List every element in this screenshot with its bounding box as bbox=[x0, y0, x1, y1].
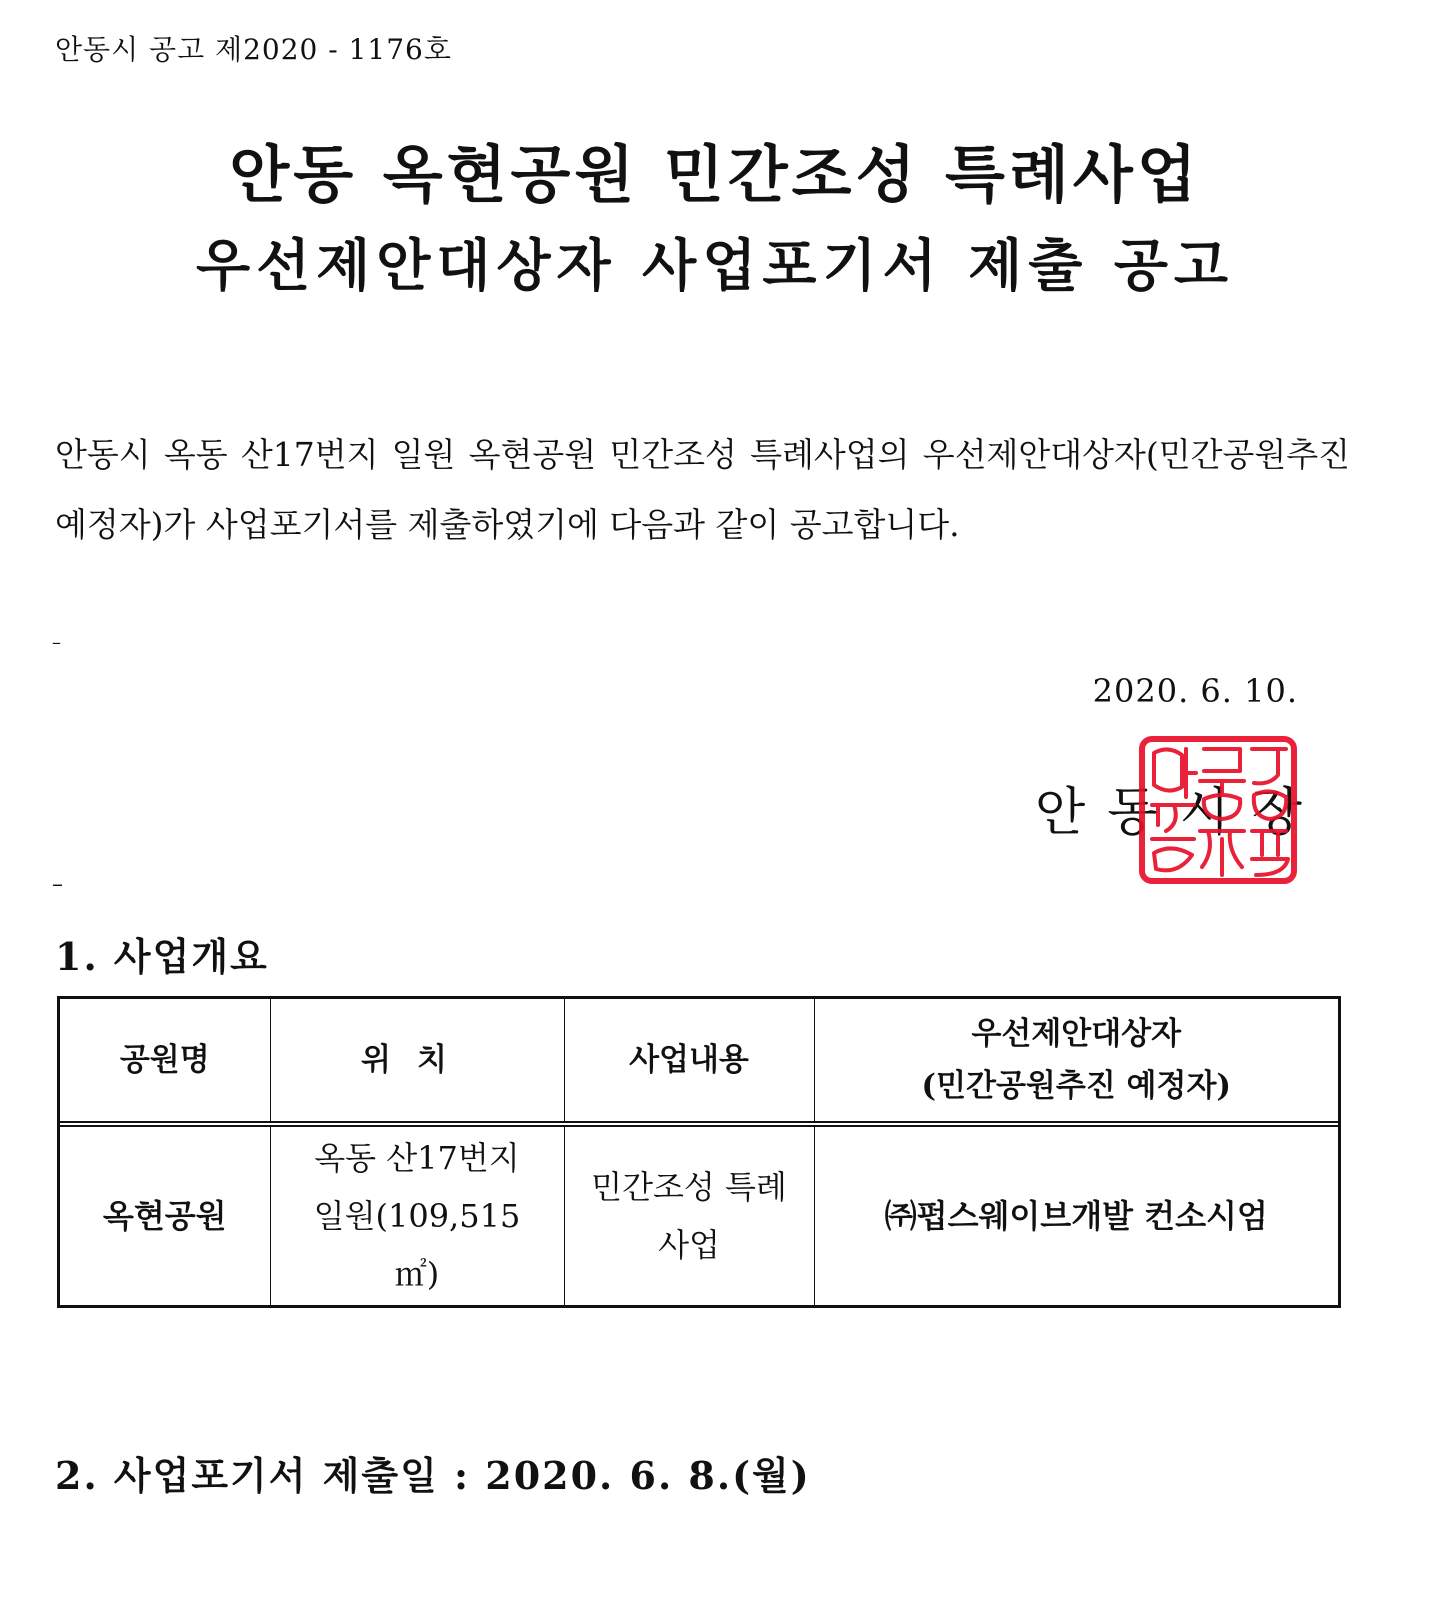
header-proposer bbox=[814, 999, 1338, 1124]
cell-business-line2: 사업 bbox=[658, 1226, 720, 1264]
header-proposer-line2: (민간공원추진 예정자) bbox=[921, 1068, 1232, 1104]
header-location: 위치 bbox=[270, 999, 564, 1124]
cell-location bbox=[270, 1124, 564, 1305]
overview-table bbox=[57, 996, 1341, 1308]
official-seal-icon bbox=[1138, 735, 1298, 885]
document-title-line1: 안동 옥현공원 민간조성 특례사업 bbox=[229, 138, 1201, 211]
cell-location-line1: 옥동 산17번지 bbox=[314, 1139, 520, 1177]
cell-location-line2: 일원(109,515 bbox=[313, 1197, 521, 1235]
announcement-body: 안동시 옥동 산17번지 일원 옥현공원 민간조성 특례사업의 우선제안대상자(민간공원추진 예정자)가 사업포기서를 제출하였기에 다음과 같이 공고합니다. bbox=[55, 435, 1350, 544]
header-proposer-line1: 우선제안대상자 bbox=[971, 1016, 1182, 1052]
cell-business bbox=[564, 1124, 814, 1305]
section-overview-title: 1. 사업개요 bbox=[55, 934, 269, 979]
document-title-line2: 우선제안대상자 사업포기서 제출 공고 bbox=[195, 233, 1235, 299]
notice-number: 안동시 공고 제2020 - 1176호 bbox=[55, 33, 452, 66]
divider-mark: – bbox=[52, 872, 63, 897]
header-business: 사업내용 bbox=[564, 999, 814, 1124]
header-park-name: 공원명 bbox=[60, 999, 270, 1124]
cell-business-line1: 민간조성 특례 bbox=[591, 1168, 787, 1206]
cell-park-name: 옥현공원 bbox=[102, 1197, 227, 1235]
table-row bbox=[60, 1124, 1338, 1305]
announcement-date: 2020. 6. 10. bbox=[1092, 672, 1298, 710]
table-header-row bbox=[60, 999, 1338, 1124]
issuer-name: 안동시장 bbox=[1035, 783, 1324, 843]
section-submission-date: 2. 사업포기서 제출일 : 2020. 6. 8.(월) bbox=[55, 1453, 811, 1498]
divider-mark: – bbox=[52, 632, 61, 653]
cell-proposer: ㈜펍스웨이브개발 컨소시엄 bbox=[814, 1124, 1338, 1305]
cell-location-line3: ㎡) bbox=[394, 1255, 440, 1293]
